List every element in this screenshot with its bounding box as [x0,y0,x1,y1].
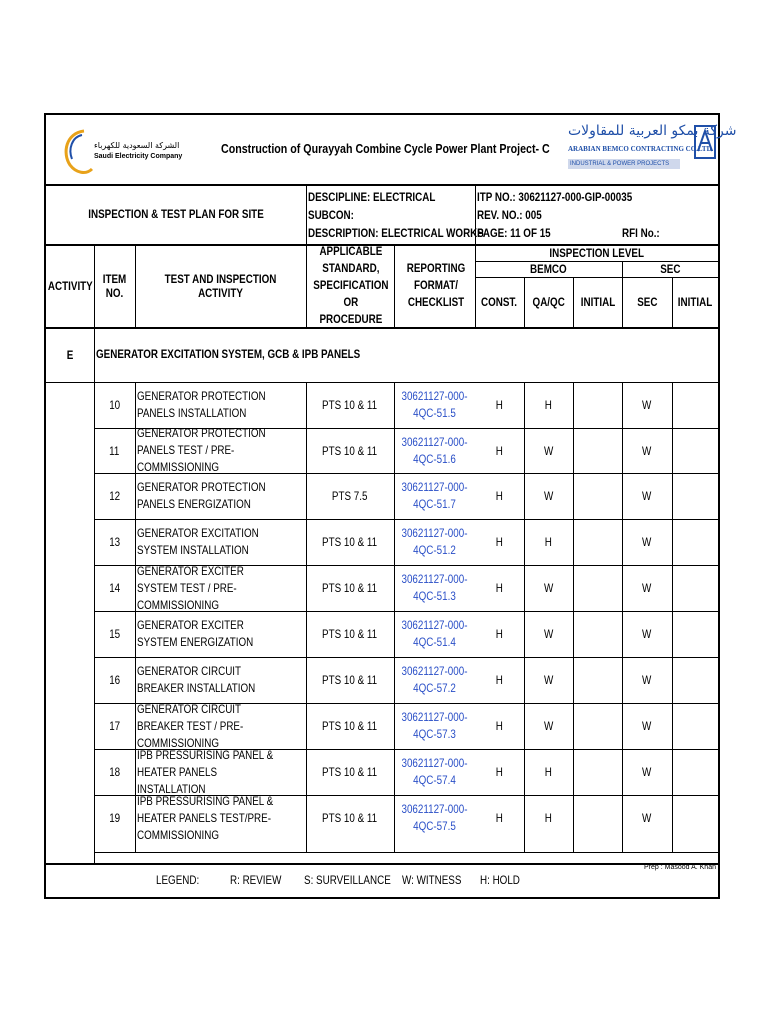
table-row-const: H [495,443,504,458]
table-row-const: H [495,398,504,412]
table-row-item: 12 [109,489,120,503]
table-row-sec: W [642,535,652,549]
table-row-sec: W [642,765,652,779]
table-row-item: 19 [109,811,120,825]
legend-review: R: REVIEW [230,873,282,887]
prepared-by: Prep : Masood A. Khan [644,864,716,871]
table-row-standard: PTS 10 & 11 [322,627,378,641]
section-title: GENERATOR EXCITATION SYSTEM, GCB & IPB PANELS [96,347,361,361]
sec-logo [58,125,208,181]
table-row-const: H [495,719,504,733]
table-row-sec: W [642,489,652,503]
table-row-item: 13 [109,535,120,549]
table-row-activity: GENERATOR CIRCUIT BREAKER INSTALLATION [137,664,256,695]
table-row-item: 10 [109,398,120,412]
table-row-sec: W [642,581,652,595]
table-row-item: 17 [109,719,120,733]
legend-hold: H: HOLD [480,873,520,887]
table-row-activity: GENERATOR EXCITER SYSTEM TEST / PRE-COMMISSIONING [137,563,244,612]
table-row-sec: W [642,673,652,687]
col-bemco: BEMCO [530,262,567,276]
table-row-format-link[interactable]: 30621127-000-4QC-57.2 [401,664,468,695]
bemco-logo [566,121,737,179]
itp-number: ITP NO.: 30621127-000-GIP-00035 [477,190,633,204]
col-bemco-initial: INITIAL [580,295,615,309]
col-test-activity: TEST AND INSPECTION ACTIVITY [164,271,277,300]
sec-logo-english: Saudi Electricity Company [94,153,183,160]
bemco-logo-mark-icon [694,125,716,159]
table-row-item: 14 [109,581,120,595]
table-row-format-link[interactable]: 30621127-000-4QC-51.5 [401,389,468,420]
page-number: PAGE: 11 OF 15 [477,226,551,240]
col-const: CONST. [481,295,518,309]
rfi-number: RFI No.: [622,226,660,240]
table-row-activity: GENERATOR PROTECTION PANELS INSTALLATION [137,389,266,420]
table-row-item: 18 [109,765,120,779]
table-row-qaqc: W [543,581,554,595]
table-row-standard: PTS 10 & 11 [322,581,378,595]
table-row-standard: PTS 10 & 11 [322,765,378,779]
table-row-format-link[interactable]: 30621127-000-4QC-51.7 [401,480,468,511]
table-row-qaqc: H [544,398,553,412]
table-row-const: H [495,535,504,549]
description: DESCRIPTION: ELECTRICAL WORKS [308,226,484,240]
table-row-qaqc: W [543,443,554,458]
discipline: DESCIPLINE: ELECTRICAL [308,190,436,204]
table-row-sec: W [642,719,652,733]
table-row-qaqc: W [543,719,554,733]
bemco-logo-tagline: INDUSTRIAL & POWER PROJECTS [570,161,670,167]
col-sec-initial: INITIAL [677,295,713,309]
table-row-activity: GENERATOR PROTECTION PANELS TEST / PRE-COMMISSIONING [137,426,266,474]
table-row-standard: PTS 10 & 11 [322,719,378,733]
legend-surveillance: S: SURVEILLANCE [304,873,391,887]
col-qaqc: QA/QC [532,295,565,309]
table-row-qaqc: W [543,627,554,641]
table-row-item: 16 [109,673,120,687]
col-item-no: ITEM NO. [102,271,127,300]
table-row-standard: PTS 10 & 11 [322,811,378,825]
bemco-logo-english: ARABIAN BEMCO CONTRACTING CO.LTD. [568,145,714,153]
bemco-tagline-bar [568,159,680,169]
col-sec-witness: SEC [636,295,658,309]
table-row-item: 11 [109,443,120,458]
table-row-sec: W [642,398,652,412]
table-row-format-link[interactable]: 30621127-000-4QC-57.3 [401,710,468,741]
table-row-activity: IPB PRESSURISING PANEL & HEATER PANELS INSTALLATION [137,747,274,796]
table-row-standard: PTS 7.5 [332,489,368,503]
revision-number: REV. NO.: 005 [477,208,542,222]
table-row-const: H [495,765,504,779]
table-row-const: H [495,627,504,641]
table-row-qaqc: H [544,811,553,825]
table-row-sec: W [642,627,652,641]
table-row-qaqc: H [544,765,553,779]
table-row-format-link[interactable]: 30621127-000-4QC-51.2 [401,526,468,557]
table-row-const: H [495,581,504,595]
table-row-sec: W [642,811,652,825]
table-row-const: H [495,811,504,825]
table-row-format-link[interactable]: 30621127-000-4QC-57.5 [401,802,468,833]
table-row-format-link[interactable]: 30621127-000-4QC-51.3 [401,572,468,603]
table-row-const: H [495,489,504,503]
sec-logo-mark-icon [58,125,98,181]
table-row-item: 15 [109,627,120,641]
sec-logo-arabic: الشركة السعودية للكهرباء [94,141,180,150]
table-row-const: H [495,673,504,687]
table-row-qaqc: H [544,535,553,549]
table-row-format-link[interactable]: 30621127-000-4QC-51.4 [401,618,468,649]
table-row-qaqc: W [543,673,554,687]
table-row-activity: IPB PRESSURISING PANEL & HEATER PANELS TEST/PRE-COMMISSIONING [137,793,274,842]
plan-title: INSPECTION & TEST PLAN FOR SITE [88,207,264,221]
itp-sheet [44,113,737,899]
col-standard: APPLICABLE STANDARD, SPECIFICATION OR PROCEDURE [313,244,389,326]
subcon: SUBCON: [308,208,354,222]
col-inspection-level: INSPECTION LEVEL [549,245,644,260]
table-row-activity: GENERATOR EXCITATION SYSTEM INSTALLATION [137,526,259,557]
col-reporting: REPORTING FORMAT/ CHECKLIST [406,261,465,309]
table-row-activity: GENERATOR CIRCUIT BREAKER TEST / PRE-COMMISSIONING [137,701,244,750]
section-code: E [66,347,74,362]
table-row-standard: PTS 10 & 11 [322,443,378,458]
table-row-standard: PTS 10 & 11 [322,673,378,687]
col-activity: ACTIVITY [47,278,93,293]
table-row-qaqc: W [543,489,554,503]
table-row-activity: GENERATOR PROTECTION PANELS ENERGIZATION [137,480,266,511]
table-row-standard: PTS 10 & 11 [322,398,378,412]
project-title: Construction of Qurayyah Combine Cycle Power Plant Project- C [221,141,550,156]
legend-label: LEGEND: [156,873,200,887]
table-row-sec: W [642,443,652,458]
table-row-format-link[interactable]: 30621127-000-4QC-51.6 [401,434,468,466]
col-sec: SEC [659,262,681,276]
table-row-standard: PTS 10 & 11 [322,535,378,549]
bemco-logo-arabic: شركة بمكو العربية للمقاولات [568,123,737,139]
legend-witness: W: WITNESS [402,873,462,887]
table-row-activity: GENERATOR EXCITER SYSTEM ENERGIZATION [137,618,254,649]
table-row-format-link[interactable]: 30621127-000-4QC-57.4 [401,756,468,787]
